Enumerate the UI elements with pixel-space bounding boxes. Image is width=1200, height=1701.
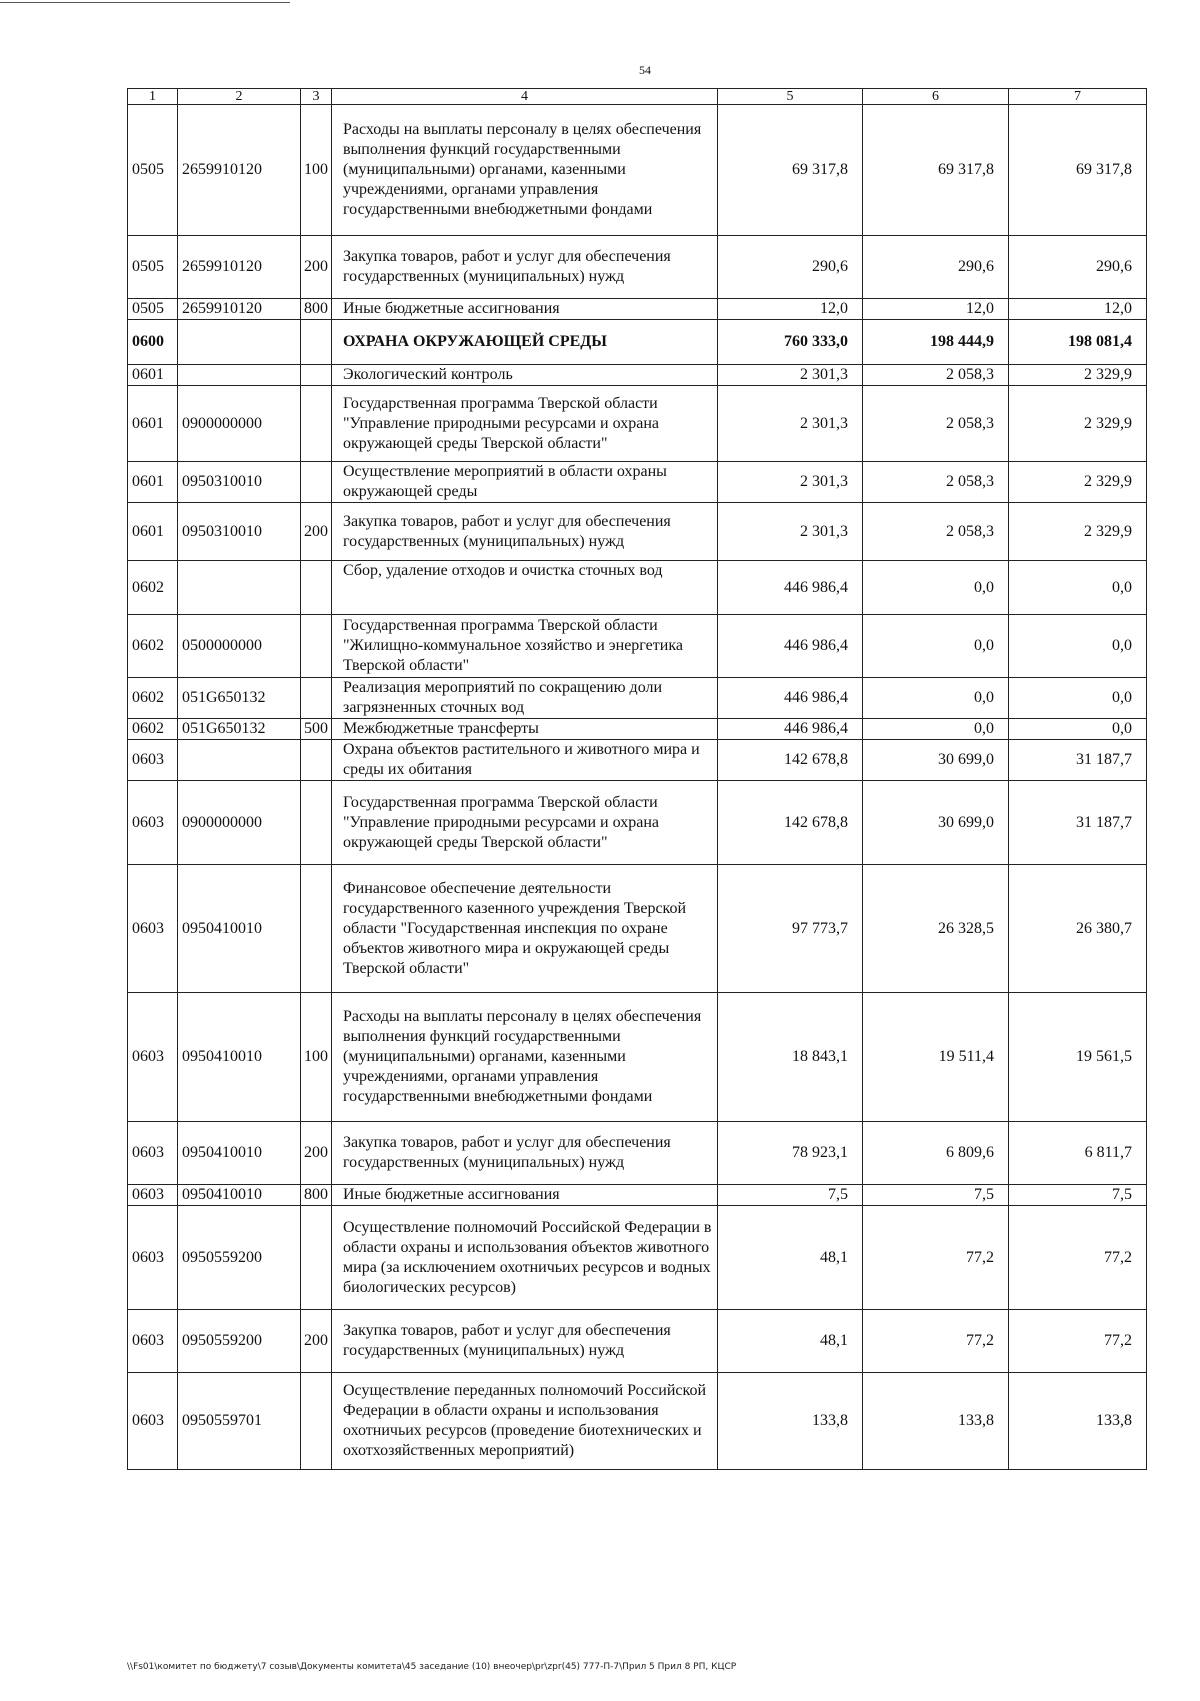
amount-col7-cell: 290,6 [1009, 236, 1147, 299]
item-name-cell: Иные бюджетные ассигнования [332, 1185, 718, 1206]
target-code-cell [178, 320, 301, 365]
target-code-cell: 0950410010 [178, 1185, 301, 1206]
amount-col6-cell: 0,0 [863, 615, 1009, 678]
section-code-cell: 0505 [128, 299, 178, 320]
table-row [128, 678, 1147, 719]
expense-type-cell [301, 781, 332, 865]
expense-type-cell: 200 [301, 503, 332, 561]
amount-col6-cell: 133,8 [863, 1373, 1009, 1470]
section-code-cell: 0601 [128, 365, 178, 386]
target-code-cell: 0950559701 [178, 1373, 301, 1470]
amount-col5-cell: 760 333,0 [718, 320, 863, 365]
table-row [128, 462, 1147, 503]
item-name-cell: Экологический контроль [332, 365, 718, 386]
amount-col5-cell: 2 301,3 [718, 365, 863, 386]
header-cell: 2 [178, 89, 301, 105]
amount-col7-cell: 26 380,7 [1009, 865, 1147, 993]
expense-type-cell: 500 [301, 719, 332, 740]
amount-col6-cell: 198 444,9 [863, 320, 1009, 365]
item-name-cell: Осуществление полномочий Российской Федерации в области охраны и использования объектов животного мира (за исключением охотничьих ресурсов и водных биологических ресурсов) [332, 1206, 718, 1310]
table-row [128, 561, 1147, 615]
section-code-cell: 0600 [128, 320, 178, 365]
table-row [128, 1122, 1147, 1185]
amount-col7-cell: 77,2 [1009, 1310, 1147, 1373]
amount-col6-cell: 19 511,4 [863, 993, 1009, 1122]
table-row [128, 615, 1147, 678]
target-code-cell: 2659910120 [178, 236, 301, 299]
amount-col7-cell: 2 329,9 [1009, 503, 1147, 561]
amount-col5-cell: 290,6 [718, 236, 863, 299]
table-row [128, 865, 1147, 993]
target-code-cell: 051G650132 [178, 719, 301, 740]
amount-col5-cell: 142 678,8 [718, 781, 863, 865]
target-code-cell: 0950559200 [178, 1310, 301, 1373]
section-code-cell: 0505 [128, 236, 178, 299]
expense-type-cell [301, 678, 332, 719]
target-code-cell: 0950559200 [178, 1206, 301, 1310]
item-name-cell: Межбюджетные трансферты [332, 719, 718, 740]
target-code-cell: 0900000000 [178, 781, 301, 865]
expense-type-cell [301, 1373, 332, 1470]
section-code-cell: 0603 [128, 993, 178, 1122]
amount-col7-cell: 69 317,8 [1009, 105, 1147, 236]
section-code-cell: 0603 [128, 1206, 178, 1310]
amount-col6-cell: 2 058,3 [863, 386, 1009, 462]
table-row [128, 320, 1147, 365]
amount-col7-cell: 133,8 [1009, 1373, 1147, 1470]
section-code-cell: 0603 [128, 865, 178, 993]
item-name-cell: Осуществление мероприятий в области охраны окружающей среды [332, 462, 718, 503]
amount-col7-cell: 2 329,9 [1009, 365, 1147, 386]
amount-col5-cell: 133,8 [718, 1373, 863, 1470]
expense-type-cell: 200 [301, 1310, 332, 1373]
header-cell: 1 [128, 89, 178, 105]
target-code-cell: 0950310010 [178, 503, 301, 561]
amount-col7-cell: 19 561,5 [1009, 993, 1147, 1122]
section-code-cell: 0601 [128, 462, 178, 503]
expense-type-cell: 800 [301, 1185, 332, 1206]
amount-col7-cell: 0,0 [1009, 561, 1147, 615]
expense-type-cell: 100 [301, 993, 332, 1122]
table-row [128, 1185, 1147, 1206]
section-code-cell: 0603 [128, 781, 178, 865]
page-number: 54 [639, 63, 651, 77]
amount-col5-cell: 48,1 [718, 1206, 863, 1310]
amount-col6-cell: 2 058,3 [863, 503, 1009, 561]
item-name-cell: Охрана объектов растительного и животного мира и среды их обитания [332, 740, 718, 781]
target-code-cell: 0500000000 [178, 615, 301, 678]
amount-col6-cell: 69 317,8 [863, 105, 1009, 236]
section-code-cell: 0603 [128, 1185, 178, 1206]
expense-type-cell: 200 [301, 236, 332, 299]
header-cell: 4 [332, 89, 718, 105]
amount-col7-cell: 198 081,4 [1009, 320, 1147, 365]
amount-col5-cell: 12,0 [718, 299, 863, 320]
expense-type-cell [301, 561, 332, 615]
amount-col7-cell: 31 187,7 [1009, 781, 1147, 865]
item-name-cell: Расходы на выплаты персоналу в целях обеспечения выполнения функций государственными (муниципальными) органами, казенными учреждениями, органами управления государственными внебюджетными фондами [332, 105, 718, 236]
header-cell: 7 [1009, 89, 1147, 105]
expense-type-cell [301, 320, 332, 365]
item-name-cell: Государственная программа Тверской области "Управление природными ресурсами и охрана окружающей среды Тверской области" [332, 781, 718, 865]
section-code-cell: 0603 [128, 1310, 178, 1373]
target-code-cell [178, 740, 301, 781]
expense-type-cell [301, 865, 332, 993]
item-name-cell: Иные бюджетные ассигнования [332, 299, 718, 320]
target-code-cell: 0900000000 [178, 386, 301, 462]
target-code-cell: 051G650132 [178, 678, 301, 719]
table-row [128, 236, 1147, 299]
table-row [128, 503, 1147, 561]
amount-col6-cell: 12,0 [863, 299, 1009, 320]
expense-type-cell [301, 386, 332, 462]
table-row [128, 740, 1147, 781]
amount-col5-cell: 69 317,8 [718, 105, 863, 236]
header-cell: 3 [301, 89, 332, 105]
amount-col5-cell: 2 301,3 [718, 386, 863, 462]
amount-col7-cell: 0,0 [1009, 678, 1147, 719]
amount-col5-cell: 97 773,7 [718, 865, 863, 993]
section-code-cell: 0601 [128, 503, 178, 561]
table-row [128, 365, 1147, 386]
section-code-cell: 0601 [128, 386, 178, 462]
amount-col5-cell: 446 986,4 [718, 678, 863, 719]
expense-type-cell: 100 [301, 105, 332, 236]
target-code-cell: 0950410010 [178, 993, 301, 1122]
section-code-cell: 0505 [128, 105, 178, 236]
amount-col5-cell: 446 986,4 [718, 719, 863, 740]
amount-col6-cell: 77,2 [863, 1310, 1009, 1373]
target-code-cell: 0950410010 [178, 1122, 301, 1185]
amount-col7-cell: 2 329,9 [1009, 462, 1147, 503]
target-code-cell: 2659910120 [178, 299, 301, 320]
target-code-cell [178, 365, 301, 386]
target-code-cell [178, 561, 301, 615]
section-code-cell: 0603 [128, 1122, 178, 1185]
amount-col6-cell: 30 699,0 [863, 781, 1009, 865]
amount-col5-cell: 2 301,3 [718, 503, 863, 561]
item-name-cell: Реализация мероприятий по сокращению доли загрязненных сточных вод [332, 678, 718, 719]
amount-col5-cell: 48,1 [718, 1310, 863, 1373]
item-name-cell: Закупка товаров, работ и услуг для обеспечения государственных (муниципальных) нужд [332, 1122, 718, 1185]
item-name-cell: Закупка товаров, работ и услуг для обеспечения государственных (муниципальных) нужд [332, 236, 718, 299]
amount-col7-cell: 12,0 [1009, 299, 1147, 320]
item-name-cell: Осуществление переданных полномочий Российской Федерации в области охраны и использования охотничьих ресурсов (проведение биотехнических и охотхозяйственных мероприятий) [332, 1373, 718, 1470]
amount-col7-cell: 7,5 [1009, 1185, 1147, 1206]
amount-col7-cell: 77,2 [1009, 1206, 1147, 1310]
amount-col7-cell: 6 811,7 [1009, 1122, 1147, 1185]
expense-type-cell [301, 365, 332, 386]
amount-col6-cell: 6 809,6 [863, 1122, 1009, 1185]
amount-col7-cell: 0,0 [1009, 719, 1147, 740]
amount-col7-cell: 31 187,7 [1009, 740, 1147, 781]
item-name-cell: Государственная программа Тверской области "Управление природными ресурсами и охрана окружающей среды Тверской области" [332, 386, 718, 462]
amount-col5-cell: 2 301,3 [718, 462, 863, 503]
amount-col6-cell: 290,6 [863, 236, 1009, 299]
amount-col6-cell: 0,0 [863, 678, 1009, 719]
amount-col6-cell: 0,0 [863, 719, 1009, 740]
amount-col5-cell: 446 986,4 [718, 615, 863, 678]
budget-table [127, 88, 1147, 1470]
table-row [128, 1373, 1147, 1470]
target-code-cell: 2659910120 [178, 105, 301, 236]
section-code-cell: 0602 [128, 561, 178, 615]
header-cell: 6 [863, 89, 1009, 105]
table-row [128, 719, 1147, 740]
table-row [128, 781, 1147, 865]
amount-col6-cell: 2 058,3 [863, 462, 1009, 503]
amount-col5-cell: 142 678,8 [718, 740, 863, 781]
item-name-cell: Сбор, удаление отходов и очистка сточных вод [332, 561, 718, 615]
table-row [128, 1206, 1147, 1310]
item-name-cell: Закупка товаров, работ и услуг для обеспечения государственных (муниципальных) нужд [332, 503, 718, 561]
item-name-cell: Финансовое обеспечение деятельности государственного казенного учреждения Тверской области "Государственная инспекция по охране объектов животного мира и окружающей среды Тверской области" [332, 865, 718, 993]
amount-col6-cell: 7,5 [863, 1185, 1009, 1206]
expense-type-cell: 800 [301, 299, 332, 320]
table-row [128, 386, 1147, 462]
section-code-cell: 0603 [128, 740, 178, 781]
amount-col6-cell: 30 699,0 [863, 740, 1009, 781]
target-code-cell: 0950310010 [178, 462, 301, 503]
amount-col5-cell: 7,5 [718, 1185, 863, 1206]
table-row [128, 993, 1147, 1122]
expense-type-cell [301, 1206, 332, 1310]
amount-col7-cell: 2 329,9 [1009, 386, 1147, 462]
header-cell: 5 [718, 89, 863, 105]
expense-type-cell [301, 462, 332, 503]
section-code-cell: 0603 [128, 1373, 178, 1470]
amount-col5-cell: 78 923,1 [718, 1122, 863, 1185]
item-name-cell: ОХРАНА ОКРУЖАЮЩЕЙ СРЕДЫ [332, 320, 718, 365]
item-name-cell: Государственная программа Тверской области "Жилищно-коммунальное хозяйство и энергетика Тверской области" [332, 615, 718, 678]
top-rule [0, 2, 290, 3]
amount-col6-cell: 77,2 [863, 1206, 1009, 1310]
item-name-cell: Расходы на выплаты персоналу в целях обеспечения выполнения функций государственными (муниципальными) органами, казенными учреждениями, органами управления государственными внебюджетными фондами [332, 993, 718, 1122]
target-code-cell: 0950410010 [178, 865, 301, 993]
footer-path: \\Fs01\комитет по бюджету\7 созыв\Документы комитета\45 заседание (10) внеочер\pr\zpr(45) 777-П-7\Прил 5 Прил 8 РП, КЦСР [127, 1662, 737, 1672]
table-row [128, 105, 1147, 236]
amount-col6-cell: 2 058,3 [863, 365, 1009, 386]
amount-col6-cell: 0,0 [863, 561, 1009, 615]
section-code-cell: 0602 [128, 615, 178, 678]
item-name-cell: Закупка товаров, работ и услуг для обеспечения государственных (муниципальных) нужд [332, 1310, 718, 1373]
table-row [128, 1310, 1147, 1373]
amount-col5-cell: 446 986,4 [718, 561, 863, 615]
header-row [128, 89, 1147, 105]
amount-col7-cell: 0,0 [1009, 615, 1147, 678]
section-code-cell: 0602 [128, 678, 178, 719]
amount-col5-cell: 18 843,1 [718, 993, 863, 1122]
expense-type-cell [301, 615, 332, 678]
table-row [128, 299, 1147, 320]
expense-type-cell [301, 740, 332, 781]
amount-col6-cell: 26 328,5 [863, 865, 1009, 993]
section-code-cell: 0602 [128, 719, 178, 740]
expense-type-cell: 200 [301, 1122, 332, 1185]
